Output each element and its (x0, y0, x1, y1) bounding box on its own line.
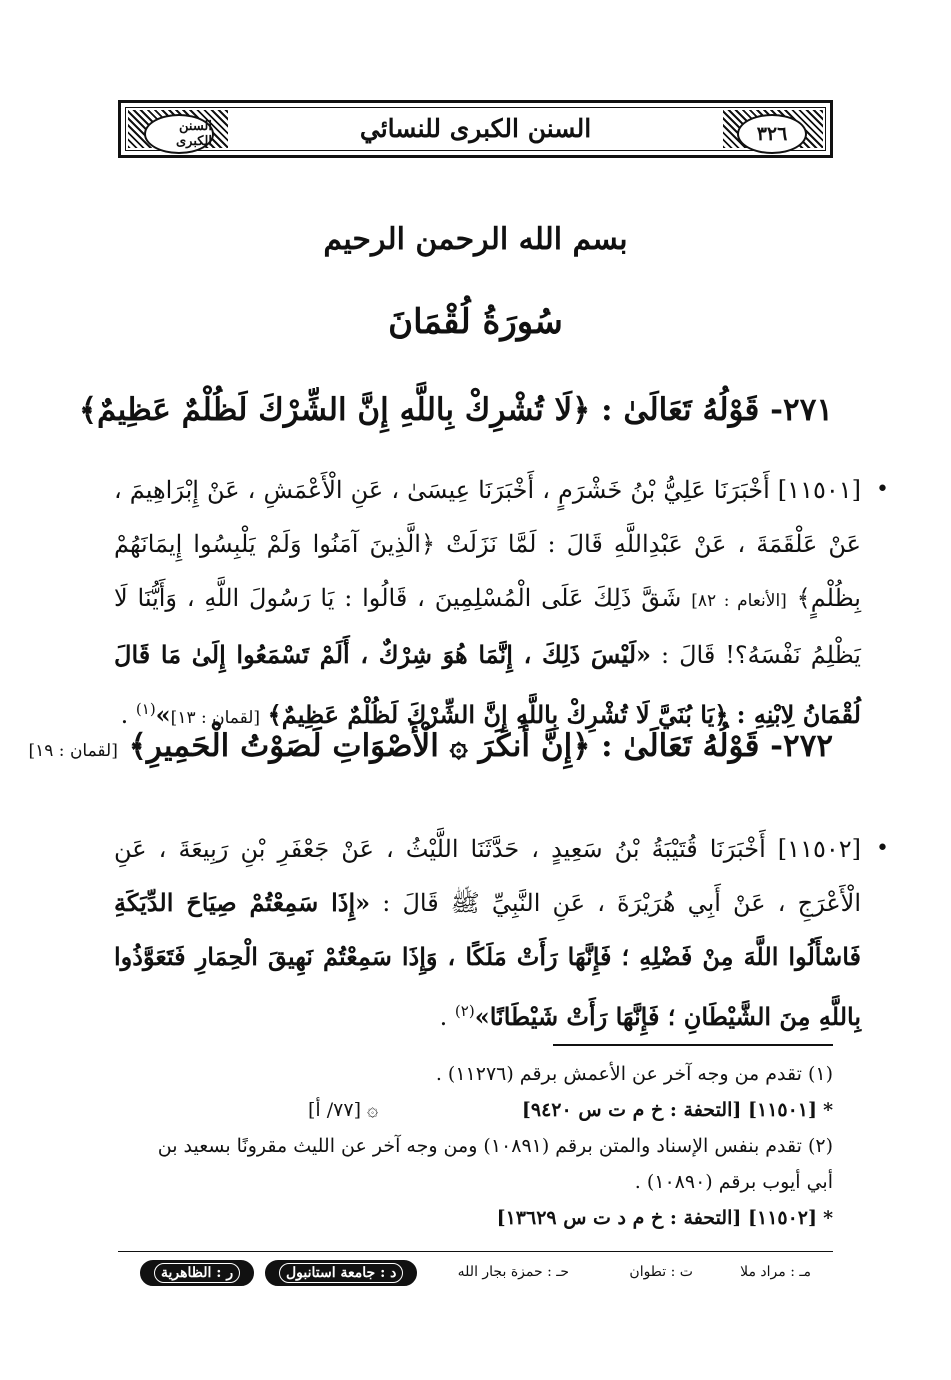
footnote-separator (553, 1044, 833, 1046)
section-heading-text: - قَوْلُهُ تَعَالَىٰ : ﴿لَا تُشْرِكْ بِاللَّهِ إِنَّ الشِّرْكَ لَظُلْمٌ عَظِيمٌ﴾ (78, 392, 784, 428)
bullet-icon: • (876, 477, 889, 502)
quote-close: » (155, 700, 171, 729)
section-number: ٢٧١ (783, 392, 833, 428)
manuscript-folio: ۞ [٧٧/ أ] (308, 1099, 379, 1121)
section-number: ٢٧٢ (783, 728, 833, 764)
footnote-marker: (١) (135, 700, 156, 718)
bottom-separator (118, 1251, 833, 1252)
badge-d-label: د : جامعة استانبول (279, 1263, 403, 1283)
surah-title: سُورَةُ لُقْمَانَ (388, 302, 563, 342)
verse-reference: [لقمان : ١٩] (28, 741, 118, 761)
page-number: ٣٢٦ (737, 114, 807, 154)
hadith-text: [١١٥٠٢] أَخْبَرَنَا قُتَيْبَةُ بْنُ سَعِيدٍ ، حَدَّثَنَا اللَّيْثُ ، عَنْ جَعْفَرِ بْنِ رَبِيعَةَ ، عَنِ الْأَعْرَجِ ، عَنْ أَبِي هُرَيْرَةَ ، عَنِ النَّبِيِّ ﷺ قَالَ : (114, 835, 862, 917)
takhrij-11502 (118, 1200, 833, 1236)
footnote-1: (١) تقدم من وجه آخر عن الأعمش برقم (١١٢٧٦) . (435, 1063, 833, 1085)
footnote-2-cont: أبي أيوب برقم (١٠٨٩٠) . (634, 1171, 833, 1193)
section-heading-271 (78, 392, 833, 428)
footnote-2: (٢) تقدم بنفس الإسناد والمتن برقم (١٠٨٩١) ومن وجه آخر عن الليث مقرونًا بسعيد بن (157, 1135, 833, 1157)
period: . (120, 701, 136, 729)
verse-reference: [الأنعام : ٨٢] (691, 591, 787, 611)
star-icon: * (823, 1099, 833, 1121)
prophetic-saying: «إِذَا سَمِعْتُمْ صِيَاحَ الدِّيَكَةِ فَاسْأَلُوا اللَّهَ مِنْ فَضْلِهِ ؛ فَإِنَّهَا رَأَتْ مَلَكًا ، وَإِذَا سَمِعْتُمْ نَهِيقَ الْحِمَارِ فَتَعَوَّذُوا بِاللَّهِ مِنَ الشَّيْطَانِ ؛ فَإِنَّهَا رَأَتْ شَيْطَانًا» (114, 888, 861, 1031)
verse-reference: [لقمان : ١٣] (170, 708, 261, 728)
takhrij-text: [١١٥٠٢] [التحفة : خ م د ت س ١٣٦٢٩] (496, 1207, 818, 1229)
page-header (118, 100, 833, 158)
period: . (439, 1003, 455, 1031)
takhrij-text: [١١٥٠١] [التحفة : خ م ت س ٩٤٢٠] (521, 1099, 818, 1121)
takhrij-11501 (118, 1092, 833, 1128)
bullet-icon: • (876, 836, 889, 861)
header-frame (125, 107, 826, 151)
prophetic-saying: «لَيْسَ ذَلِكَ ، إِنَّمَا هُوَ شِرْكٌ ، أَلَمْ تَسْمَعُوا إِلَىٰ مَا قَالَ لُقْمَانُ لِابْنِهِ : ﴿يَا بُنَيَّ لَا تُشْرِكْ بِاللَّهِ إِنَّ الشِّرْكَ لَظُلْمٌ عَظِيمٌ﴾ (114, 640, 861, 729)
credit-m: مـ : مراد ملا (740, 1264, 811, 1280)
credit-h: حـ : حمزة بجار الله (457, 1264, 569, 1280)
section-heading-text: - قَوْلُهُ تَعَالَىٰ : ﴿إِنَّ أَنكَرَ ۞ الْأَصْوَاتِ لَصَوْتُ الْحَمِيرِ﴾ (128, 728, 784, 764)
footnote-marker: (٢) (454, 1002, 475, 1020)
footnotes (118, 1056, 833, 1236)
hadith-text: شَقَّ ذَلِكَ عَلَى الْمُسْلِمِينَ ، قَالُوا : يَا رَسُولَ اللَّهِ ، وَأَيُّنَا لَا يَظْلِمُ نَفْسَهُ؟! قَالَ : (114, 584, 861, 669)
hadith-text: [١١٥٠١] أَخْبَرَنَا عَلِيُّ بْنُ خَشْرَمٍ ، أَخْبَرَنَا عِيسَىٰ ، عَنِ الْأَعْمَشِ ، عَنْ إِبْرَاهِيمَ ، عَنْ عَلْقَمَةَ ، عَنْ عَبْدِاللَّهِ قَالَ : لَمَّا نَزَلَتْ ﴿الَّذِينَ آمَنُوا وَلَمْ يَلْبِسُوا إِيمَانَهُمْ بِظُلْمٍ﴾ (114, 476, 862, 612)
book-emblem-icon: السنن الكبرى (144, 114, 214, 154)
credit-t: ت : تطوان (629, 1264, 693, 1280)
badge-d (265, 1260, 417, 1286)
badge-r (140, 1260, 254, 1286)
running-title: السنن الكبرى للنسائي (359, 114, 592, 143)
section-heading-272 (28, 728, 833, 764)
hadith-11501 (114, 463, 889, 745)
hadith-11502 (114, 822, 889, 1044)
star-icon: * (823, 1207, 833, 1229)
basmala: بسم الله الرحمن الرحيم (323, 222, 628, 257)
badge-r-label: ر : الظاهرية (154, 1263, 240, 1283)
